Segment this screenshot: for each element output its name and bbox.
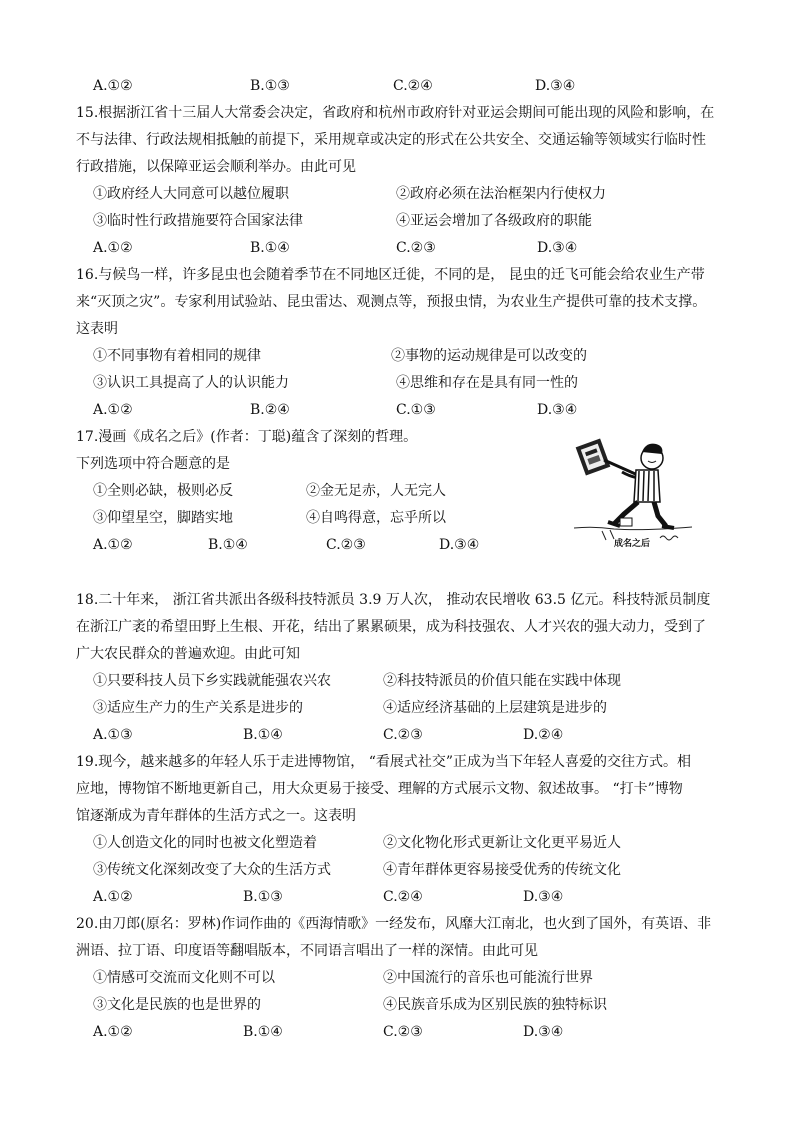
- q20-item-1: ①情感可交流而文化则不可以: [93, 970, 275, 986]
- q20-stem-line: 20.由刀郎(原名：罗林)作词作曲的《西海情歌》一经发布，风靡大江南北，也火到了国外，有英语、非: [76, 916, 712, 932]
- q18-item-3: ③适应生产力的生产关系是进步的: [93, 700, 303, 716]
- q17-option-b: B.①④: [208, 537, 248, 553]
- q16-item-2: ②事物的运动规律是可以改变的: [391, 348, 587, 364]
- q19-option-a: A.①②: [93, 889, 133, 905]
- q16-item-1: ①不同事物有着相同的规律: [93, 348, 261, 364]
- q18-item-4: ④适应经济基础的上层建筑是进步的: [383, 700, 607, 716]
- q17-option-a: A.①②: [93, 537, 133, 553]
- q15-stem-line: 行政措施，以保障亚运会顺利举办。由此可见: [76, 159, 356, 175]
- q16-stem-line: 来“灭顶之灾”。专家利用试验站、昆虫雷达、观测点等，预报虫情，为农业生产提供可靠的技术支撑。: [76, 294, 707, 310]
- q16-option-c: C.①③: [396, 402, 436, 418]
- q19-stem-line: 19.现今，越来越多的年轻人乐于走进博物馆， “看展式社交”正成为当下年轻人喜爱的交往方式。相: [76, 754, 692, 770]
- q20-stem-line: 洲语、拉丁语、印度语等翻唱版本，不同语言唱出了一样的深情。由此可见: [76, 943, 538, 959]
- q14-option-d: D.③④: [535, 78, 576, 94]
- q19-item-3: ③传统文化深刻改变了大众的生活方式: [93, 862, 331, 878]
- q14-option-a: A.①②: [93, 78, 133, 94]
- q19-option-c: C.②④: [383, 889, 423, 905]
- q14-option-c: C.②④: [393, 78, 433, 94]
- q15-stem-line: 不与法律、行政法规相抵触的前提下，采用规章或决定的形式在公共安全、交通运输等领域实行临时性: [76, 132, 706, 148]
- q15-option-a: A.①②: [93, 240, 133, 256]
- q18-option-a: A.①③: [93, 727, 133, 743]
- q15-option-b: B.①④: [250, 240, 290, 256]
- q17-option-c: C.②③: [326, 537, 366, 553]
- q17-item-2: ②金无足赤，人无完人: [306, 483, 446, 499]
- cartoon-illustration: [574, 436, 694, 554]
- q18-stem-line: 18.二十年来， 浙江省共派出各级科技特派员 3.9 万人次， 推动农民增收 63.5 亿元。科技特派员制度: [76, 592, 711, 608]
- q19-stem-line: 馆逐渐成为青年群体的生活方式之一。这表明: [76, 808, 356, 824]
- q16-option-a: A.①②: [93, 402, 133, 418]
- q19-item-1: ①人创造文化的同时也被文化塑造着: [93, 835, 317, 851]
- q15-item-2: ②政府必须在法治框架内行使权力: [396, 186, 606, 202]
- q19-item-4: ④青年群体更容易接受优秀的传统文化: [383, 862, 621, 878]
- q15-option-c: C.②③: [396, 240, 436, 256]
- q16-item-3: ③认识工具提高了人的认识能力: [93, 375, 289, 391]
- cartoon-figure: [574, 436, 694, 554]
- q17-option-d: D.③④: [439, 537, 480, 553]
- q20-item-3: ③文化是民族的也是世界的: [93, 997, 261, 1013]
- q16-option-d: D.③④: [537, 402, 578, 418]
- q17-item-1: ①全则必缺，极则必反: [93, 483, 233, 499]
- q17-item-3: ③仰望星空，脚踏实地: [93, 510, 233, 526]
- q14-option-b: B.①③: [250, 78, 290, 94]
- q15-option-d: D.③④: [537, 240, 578, 256]
- q17-stem-line: 17.漫画《成名之后》(作者：丁聪)蕴含了深刻的哲理。: [76, 429, 418, 445]
- cartoon-caption: 成名之后: [614, 539, 651, 549]
- q17-stem-line: 下列选项中符合题意的是: [76, 456, 230, 472]
- q20-option-a: A.①②: [93, 1024, 133, 1040]
- q15-item-1: ①政府经人大同意可以越位履职: [93, 186, 289, 202]
- q16-option-b: B.②④: [250, 402, 290, 418]
- q19-option-b: B.①③: [243, 889, 283, 905]
- q18-option-d: D.②④: [523, 727, 564, 743]
- q15-item-3: ③临时性行政措施要符合国家法律: [93, 213, 303, 229]
- q20-option-d: D.③④: [523, 1024, 564, 1040]
- q18-stem-line: 广大农民群众的普遍欢迎。由此可知: [76, 646, 300, 662]
- q18-item-2: ②科技特派员的价值只能在实践中体现: [383, 673, 621, 689]
- q20-item-4: ④民族音乐成为区别民族的独特标识: [383, 997, 607, 1013]
- q15-item-4: ④亚运会增加了各级政府的职能: [396, 213, 592, 229]
- q19-option-d: D.③④: [523, 889, 564, 905]
- q16-stem-line: 16.与候鸟一样，许多昆虫也会随着季节在不同地区迁徙，不同的是， 昆虫的迁飞可能会给农业生产带: [76, 267, 705, 283]
- q20-item-2: ②中国流行的音乐也可能流行世界: [383, 970, 593, 986]
- q18-option-c: C.②③: [383, 727, 423, 743]
- q15-stem-line: 15.根据浙江省十三届人大常委会决定，省政府和杭州市政府针对亚运会期间可能出现的风险和影响，在: [76, 105, 715, 121]
- q16-stem-line: 这表明: [76, 321, 118, 337]
- q16-item-4: ④思维和存在是具有同一性的: [396, 375, 578, 391]
- q18-stem-line: 在浙江广袤的希望田野上生根、开花，结出了累累硕果，成为科技强农、人才兴农的强大动力，受到了: [76, 619, 706, 635]
- q18-option-b: B.①④: [243, 727, 283, 743]
- q17-item-4: ④自鸣得意，忘乎所以: [306, 510, 446, 526]
- q19-stem-line: 应地，博物馆不断地更新自己，用大众更易于接受、理解的方式展示文物、叙述故事。 “打卡”博物: [76, 781, 683, 797]
- q19-item-2: ②文化物化形式更新让文化更平易近人: [383, 835, 621, 851]
- q20-option-b: B.①④: [243, 1024, 283, 1040]
- q18-item-1: ①只要科技人员下乡实践就能强农兴农: [93, 673, 331, 689]
- q20-option-c: C.②③: [383, 1024, 423, 1040]
